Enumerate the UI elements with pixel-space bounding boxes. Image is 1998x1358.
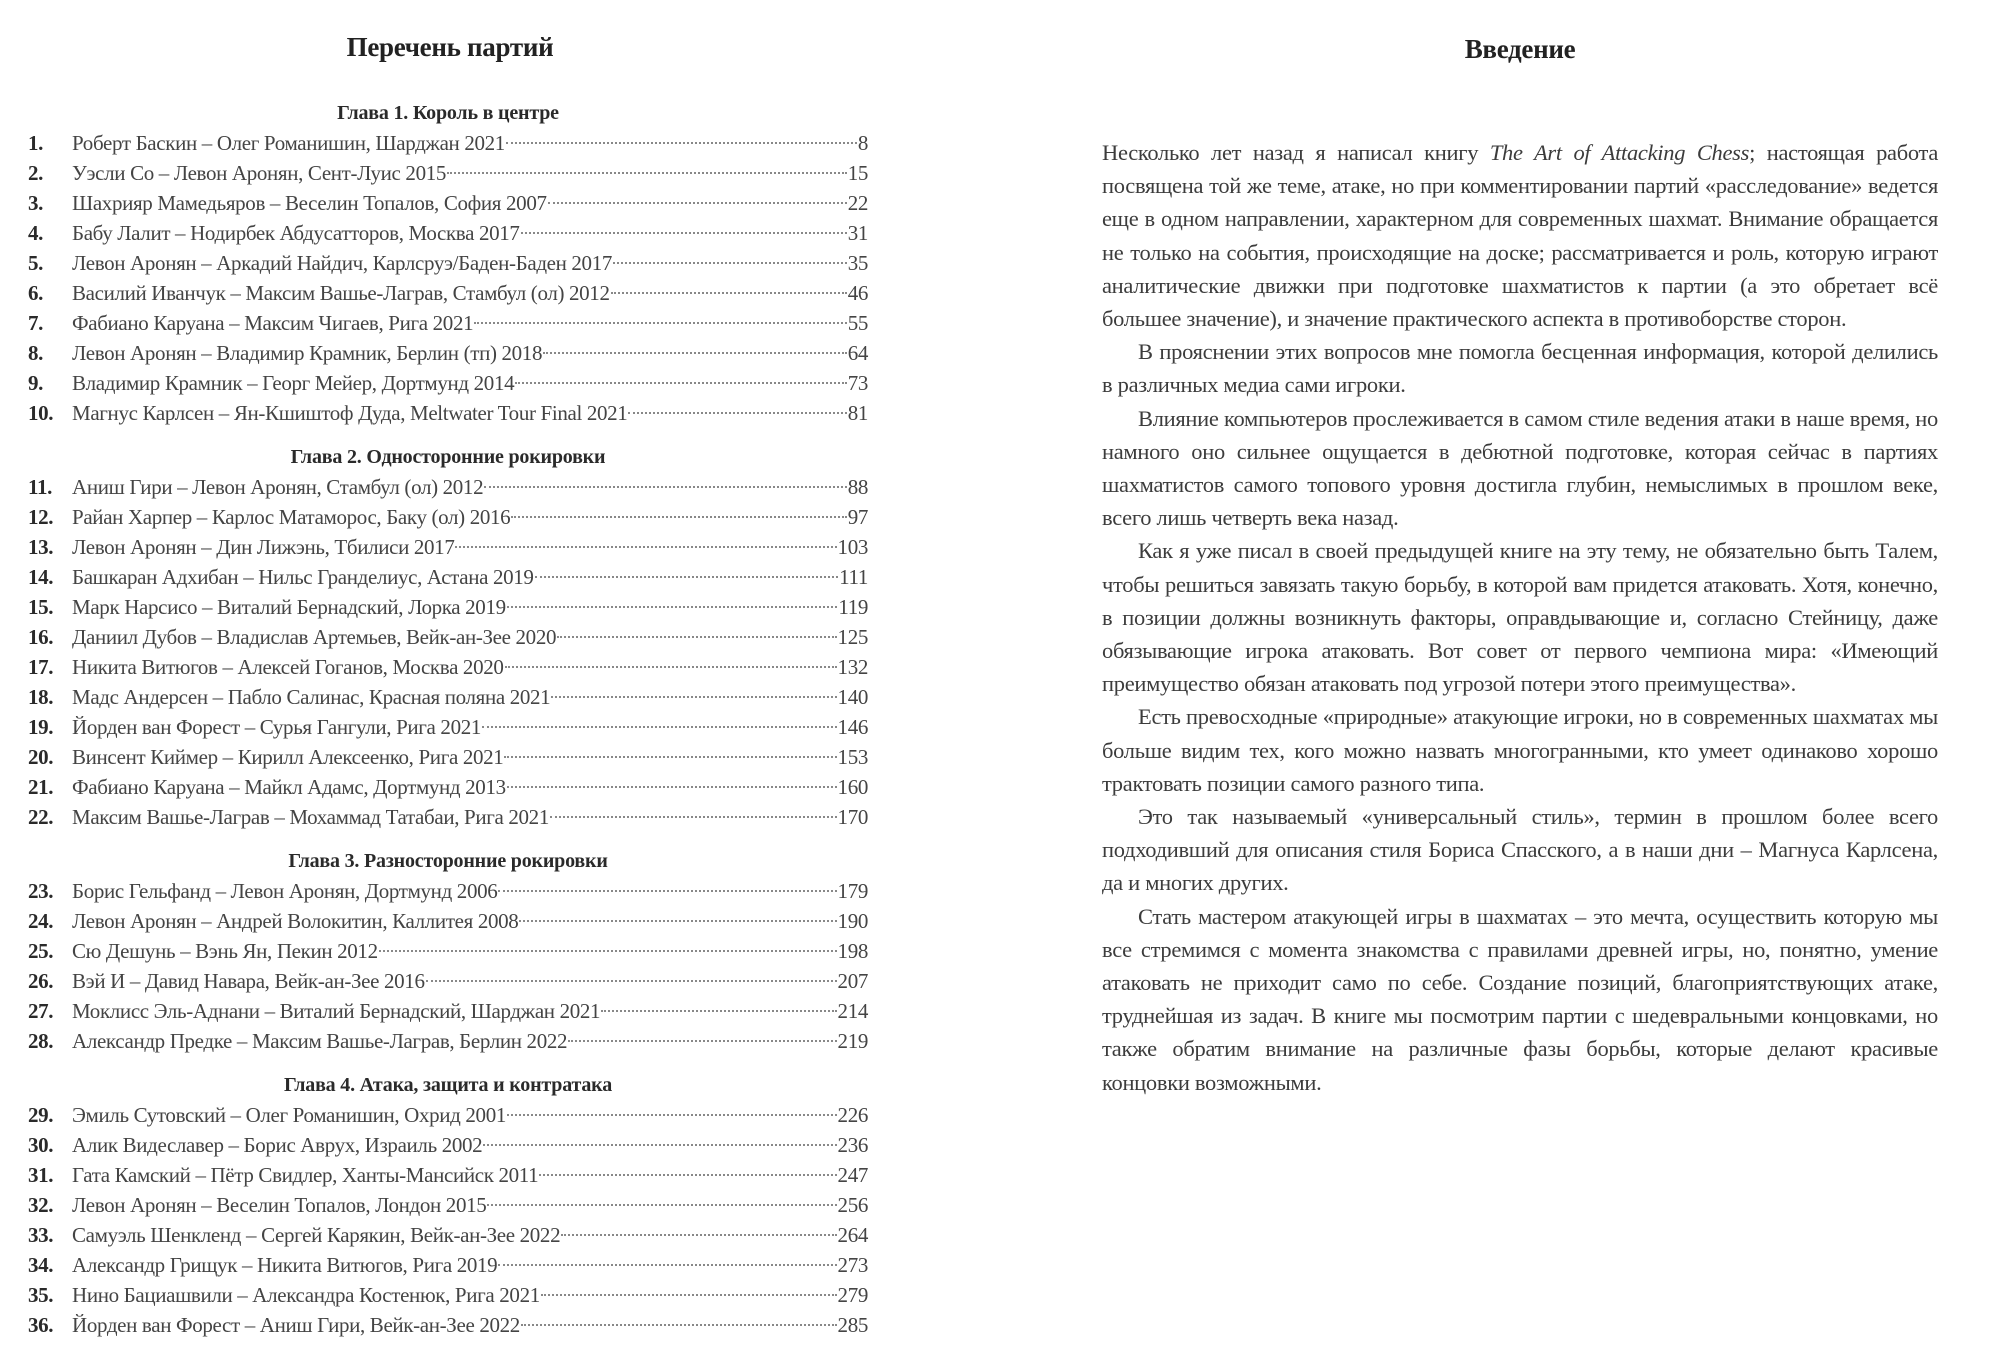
chapter-heading: Глава 1. Король в центре [337, 102, 559, 124]
game-title: Левон Аронян – Дин Лижэнь, Тбилиси 2017 [72, 535, 455, 559]
toc-entry[interactable] [28, 712, 868, 742]
page-number: 8 [857, 131, 868, 155]
toc-entry[interactable] [28, 188, 868, 218]
toc-entry[interactable] [28, 772, 868, 802]
paragraph-text: Несколько лет назад я написал книгу [1102, 140, 1490, 165]
game-title: Никита Витюгов – Алексей Гоганов, Москва 2020 [72, 655, 504, 679]
toc-entry[interactable] [28, 472, 868, 502]
page-number: 103 [837, 535, 868, 559]
game-title: Магнус Карлсен – Ян-Кшиштоф Дуда, Meltwater Tour Final 2021 [72, 401, 628, 425]
dot-leader [507, 786, 837, 788]
game-number: 26. [28, 969, 54, 993]
game-title: Александр Грищук – Никита Витюгов, Рига 2019 [72, 1253, 498, 1277]
game-number: 33. [28, 1223, 54, 1247]
page-number: 219 [837, 1029, 868, 1053]
toc-entry[interactable] [28, 248, 868, 278]
dot-leader [505, 666, 837, 668]
dot-leader [506, 142, 857, 144]
paragraph: Есть превосходные «природные» атакующие игроки, но в современных шахматах мы больше видим тех, кого можно назвать многогранными, кто умеет одинаково хорошо трактовать позиции самого разного типа. [1102, 704, 1938, 796]
toc-entry[interactable] [28, 742, 868, 772]
game-number: 24. [28, 909, 54, 933]
game-title: Василий Иванчук – Максим Вашье-Лаграв, Стамбул (ол) 2012 [72, 281, 610, 305]
paragraph: Стать мастером атакующей игры в шахматах – это мечта, осуществить которую мы все стремимся с момента знакомства с правилами древней игры, но, понятно, умение атаковать не приходит само по себе. Создание позиций, благоприятствующих атаке, труднейшая из задач. В книге мы посмотрим партии с шедевральными концовками, но также обратим внимание на различные фазы борьбы, которые делают красивые концовки возможными. [1102, 903, 1938, 1095]
game-number: 27. [28, 999, 54, 1023]
chapter-heading: Глава 4. Атака, защита и контратака [283, 1074, 612, 1096]
dot-leader [515, 382, 846, 384]
game-number: 7. [28, 311, 44, 335]
game-title: Вэй И – Давид Навара, Вейк-ан-Зее 2016 [72, 969, 425, 993]
dot-leader [611, 292, 847, 294]
game-number: 12. [28, 505, 54, 529]
game-title: Райан Харпер – Карлос Матаморос, Баку (ол) 2016 [72, 505, 511, 529]
toc-entry[interactable] [28, 1160, 868, 1190]
toc-entry[interactable] [28, 1026, 868, 1056]
toc-entry[interactable] [28, 802, 868, 832]
game-number: 29. [28, 1103, 54, 1127]
dot-leader [519, 920, 836, 922]
page-number: 88 [847, 475, 868, 499]
game-title: Марк Нарсисо – Виталий Бернадский, Лорка 2019 [72, 595, 506, 619]
paragraph: Как я уже писал в своей предыдущей книге на эту тему, не обязательно быть Талем, чтобы решиться завязать такую борьбу, в которой вам придется атаковать. Хотя, конечно, в позиции должны возникнуть факторы, оправдывающие и, согласно Стейницу, даже обязывающие игрока атаковать. Вот совет от первого чемпиона мира: «Имеющий преимущество обязан атаковать под угрозой потери этого преимущества». [1102, 538, 1938, 697]
page-number: 285 [837, 1313, 868, 1337]
dot-leader [557, 636, 836, 638]
dot-leader [628, 412, 846, 414]
dot-leader [426, 980, 837, 982]
paragraph: В прояснении этих вопросов мне помогла бесценная информация, которой делились в различных медиа сами игроки. [1102, 339, 1938, 398]
game-title: Борис Гельфанд – Левон Аронян, Дортмунд 2006 [72, 879, 498, 903]
toc-entry[interactable] [28, 562, 868, 592]
toc-entry[interactable] [28, 158, 868, 188]
dot-leader [507, 1114, 837, 1116]
page-number: 46 [847, 281, 868, 305]
game-number: 18. [28, 685, 54, 709]
dot-leader [484, 486, 846, 488]
page-number: 140 [837, 685, 868, 709]
game-title: Алик Видеславер – Борис Аврух, Израиль 2002 [72, 1133, 483, 1157]
toc-entry[interactable] [28, 532, 868, 562]
game-number: 30. [28, 1133, 54, 1157]
page-number: 55 [847, 311, 868, 335]
dot-leader [507, 606, 838, 608]
game-title: Левон Аронян – Владимир Крамник, Берлин (тп) 2018 [72, 341, 543, 365]
page-number: 81 [847, 401, 868, 425]
game-title: Йорден ван Форест – Аниш Гири, Вейк-ан-Зее 2022 [72, 1313, 520, 1337]
game-number: 22. [28, 805, 54, 829]
game-title: Даниил Дубов – Владислав Артемьев, Вейк-ан-Зее 2020 [72, 625, 557, 649]
page-number: 97 [847, 505, 868, 529]
page-number: 207 [837, 969, 868, 993]
paragraph: Влияние компьютеров прослеживается в самом стиле ведения атаки в наше время, но намного оно сильнее ощущается в дебютной подготовке, которая сейчас в партиях шахматистов самого топового уровня достигла глубин, немыслимых в прошлом веке, всего лишь четверть века назад. [1102, 405, 1938, 531]
game-title: Самуэль Шенкленд – Сергей Карякин, Вейк-ан-Зее 2022 [72, 1223, 561, 1247]
toc-entry[interactable] [28, 502, 868, 532]
toc-entry[interactable] [28, 622, 868, 652]
page-number: 256 [837, 1193, 868, 1217]
dot-leader [455, 546, 836, 548]
dot-leader [482, 726, 837, 728]
game-title: Уэсли Со – Левон Аронян, Сент-Луис 2015 [72, 161, 447, 185]
game-title: Шахрияр Мамедьяров – Веселин Топалов, София 2007 [72, 191, 547, 215]
dot-leader [511, 516, 846, 518]
page-number: 132 [837, 655, 868, 679]
toc-entry[interactable] [28, 218, 868, 248]
page-number: 146 [837, 715, 868, 739]
contents-page [0, 0, 880, 1358]
game-title: Левон Аронян – Андрей Волокитин, Каллитея 2008 [72, 909, 519, 933]
dot-leader [551, 696, 836, 698]
page-number: 190 [837, 909, 868, 933]
dot-leader [541, 1294, 837, 1296]
dot-leader [483, 1144, 836, 1146]
dot-leader [568, 1040, 836, 1042]
game-title: Фабиано Каруана – Максим Чигаев, Рига 2021 [72, 311, 474, 335]
dot-leader [535, 576, 839, 578]
toc-entry[interactable] [28, 338, 868, 368]
page-number: 35 [847, 251, 868, 275]
dot-leader [504, 756, 836, 758]
page-number: 179 [837, 879, 868, 903]
paragraph [1102, 136, 1938, 335]
game-number: 28. [28, 1029, 54, 1053]
book-title: The Art of Attacking Chess [1489, 140, 1750, 165]
page-number: 214 [837, 999, 868, 1023]
toc-entry[interactable] [28, 398, 868, 428]
introduction-title: Введение [1464, 34, 1576, 64]
game-number: 10. [28, 401, 54, 425]
game-number: 6. [28, 281, 44, 305]
toc-entry[interactable] [28, 906, 868, 936]
toc-entry[interactable] [28, 1190, 868, 1220]
toc-entry[interactable] [28, 1310, 868, 1340]
toc-entry[interactable] [28, 682, 868, 712]
dot-leader [379, 950, 837, 952]
contents-title: Перечень партий [346, 32, 554, 62]
chapter-spacer [28, 428, 868, 442]
chapter-heading: Глава 3. Разносторонние рокировки [288, 850, 608, 872]
dot-leader [613, 262, 847, 264]
chapter-heading: Глава 2. Односторонние рокировки [290, 446, 606, 468]
page-number: 31 [847, 221, 868, 245]
toc-entry[interactable] [28, 1250, 868, 1280]
chapter-spacer [28, 1056, 868, 1070]
toc-entry[interactable] [28, 876, 868, 906]
dot-leader [539, 1174, 836, 1176]
game-title: Александр Предке – Максим Вашье-Лаграв, Берлин 2022 [72, 1029, 568, 1053]
games-list [28, 98, 868, 1340]
page-number: 22 [847, 191, 868, 215]
page-number: 170 [837, 805, 868, 829]
page-number: 264 [837, 1223, 868, 1247]
game-title: Владимир Крамник – Георг Мейер, Дортмунд 2014 [72, 371, 515, 395]
game-title: Роберт Баскин – Олег Романишин, Шарджан 2021 [72, 131, 505, 155]
chapter-spacer [28, 832, 868, 846]
game-title: Левон Аронян – Веселин Топалов, Лондон 2015 [72, 1193, 487, 1217]
toc-entry[interactable] [28, 368, 868, 398]
dot-leader [550, 816, 837, 818]
game-number: 16. [28, 625, 54, 649]
game-number: 31. [28, 1163, 54, 1187]
game-title: Гата Камский – Пётр Свидлер, Ханты-Мансийск 2011 [72, 1163, 539, 1187]
page-number: 160 [837, 775, 868, 799]
toc-entry[interactable] [28, 592, 868, 622]
page-number: 198 [837, 939, 868, 963]
game-number: 11. [28, 475, 53, 499]
game-number: 36. [28, 1313, 54, 1337]
toc-entry[interactable] [28, 308, 868, 338]
game-number: 1. [28, 131, 44, 155]
game-number: 3. [28, 191, 44, 215]
game-number: 34. [28, 1253, 54, 1277]
game-title: Левон Аронян – Аркадий Найдич, Карлсруэ/Баден-Баден 2017 [72, 251, 613, 275]
game-title: Нино Бациашвили – Александра Костенюк, Рига 2021 [72, 1283, 540, 1307]
page-number: 153 [837, 745, 868, 769]
game-title: Фабиано Каруана – Майкл Адамс, Дортмунд 2013 [72, 775, 506, 799]
paragraph: Это так называемый «универсальный стиль», термин в прошлом более всего подходивший для описания стиля Бориса Спасского, а в наши дни – Магнуса Карлсена, да и многих других. [1102, 804, 1938, 896]
toc-entry[interactable] [28, 936, 868, 966]
game-title: Бабу Лалит – Нодирбек Абдусатторов, Москва 2017 [72, 221, 520, 245]
game-number: 4. [28, 221, 44, 245]
dot-leader [447, 172, 847, 174]
game-title: Моклисс Эль-Аднани – Виталий Бернадский, Шарджан 2021 [72, 999, 601, 1023]
dot-leader [498, 1264, 836, 1266]
page-number: 279 [837, 1283, 868, 1307]
game-number: 23. [28, 879, 54, 903]
toc-entry[interactable] [28, 278, 868, 308]
page-number: 111 [839, 565, 868, 589]
page-number: 119 [838, 595, 868, 619]
game-title: Максим Вашье-Лаграв – Мохаммад Татабаи, Рига 2021 [72, 805, 549, 829]
game-number: 19. [28, 715, 54, 739]
introduction-body [1102, 136, 1938, 1099]
toc-entry[interactable] [28, 1130, 868, 1160]
page-number: 73 [847, 371, 868, 395]
game-number: 2. [28, 161, 44, 185]
toc-entry[interactable] [28, 996, 868, 1026]
page-number: 226 [837, 1103, 868, 1127]
dot-leader [474, 322, 846, 324]
toc-entry[interactable] [28, 1100, 868, 1130]
page-number: 247 [837, 1163, 868, 1187]
page-number: 273 [837, 1253, 868, 1277]
page-number: 125 [837, 625, 868, 649]
toc-entry[interactable] [28, 652, 868, 682]
game-number: 14. [28, 565, 54, 589]
game-title: Йорден ван Форест – Сурья Гангули, Рига 2021 [72, 715, 482, 739]
game-number: 35. [28, 1283, 54, 1307]
game-number: 32. [28, 1193, 54, 1217]
introduction-page [1090, 0, 1950, 1358]
page-number: 236 [837, 1133, 868, 1157]
game-number: 5. [28, 251, 44, 275]
game-title: Винсент Киймер – Кирилл Алексеенко, Рига 2021 [72, 745, 504, 769]
dot-leader [548, 202, 847, 204]
game-number: 8. [28, 341, 44, 365]
dot-leader [521, 232, 847, 234]
dot-leader [521, 1324, 837, 1326]
paragraph-text: ; настоящая работа посвящена той же теме, атаке, но при комментировании партий «расследование» ведется еще в одном направлении, характерном для современных шахмат. Внимание обращается не только на события, происходящие на доске; рассматривается и роль, которую играют аналитические движки при подготовке шахматистов к партии (а это обретает всё большее значение), и значение практического аспекта в противоборстве сторон. [1102, 140, 1939, 332]
dot-leader [601, 1010, 836, 1012]
game-title: Эмиль Сутовский – Олег Романишин, Охрид 2001 [72, 1103, 506, 1127]
game-number: 13. [28, 535, 54, 559]
dot-leader [487, 1204, 836, 1206]
page-number: 64 [847, 341, 868, 365]
game-title: Аниш Гири – Левон Аронян, Стамбул (ол) 2012 [72, 475, 484, 499]
game-title: Мадс Андерсен – Пабло Салинас, Красная поляна 2021 [72, 685, 551, 709]
toc-entry[interactable] [28, 966, 868, 996]
dot-leader [543, 352, 847, 354]
game-number: 15. [28, 595, 54, 619]
game-number: 17. [28, 655, 54, 679]
dot-leader [561, 1234, 836, 1236]
toc-entry[interactable] [28, 1280, 868, 1310]
toc-entry[interactable] [28, 1220, 868, 1250]
game-title: Башкаран Адхибан – Нильс Гранделиус, Астана 2019 [72, 565, 534, 589]
game-number: 25. [28, 939, 54, 963]
dot-leader [498, 890, 836, 892]
page-number: 15 [847, 161, 868, 185]
game-number: 21. [28, 775, 54, 799]
toc-entry[interactable] [28, 128, 868, 158]
game-number: 20. [28, 745, 54, 769]
game-title: Сю Дешунь – Вэнь Ян, Пекин 2012 [72, 939, 378, 963]
game-number: 9. [28, 371, 44, 395]
